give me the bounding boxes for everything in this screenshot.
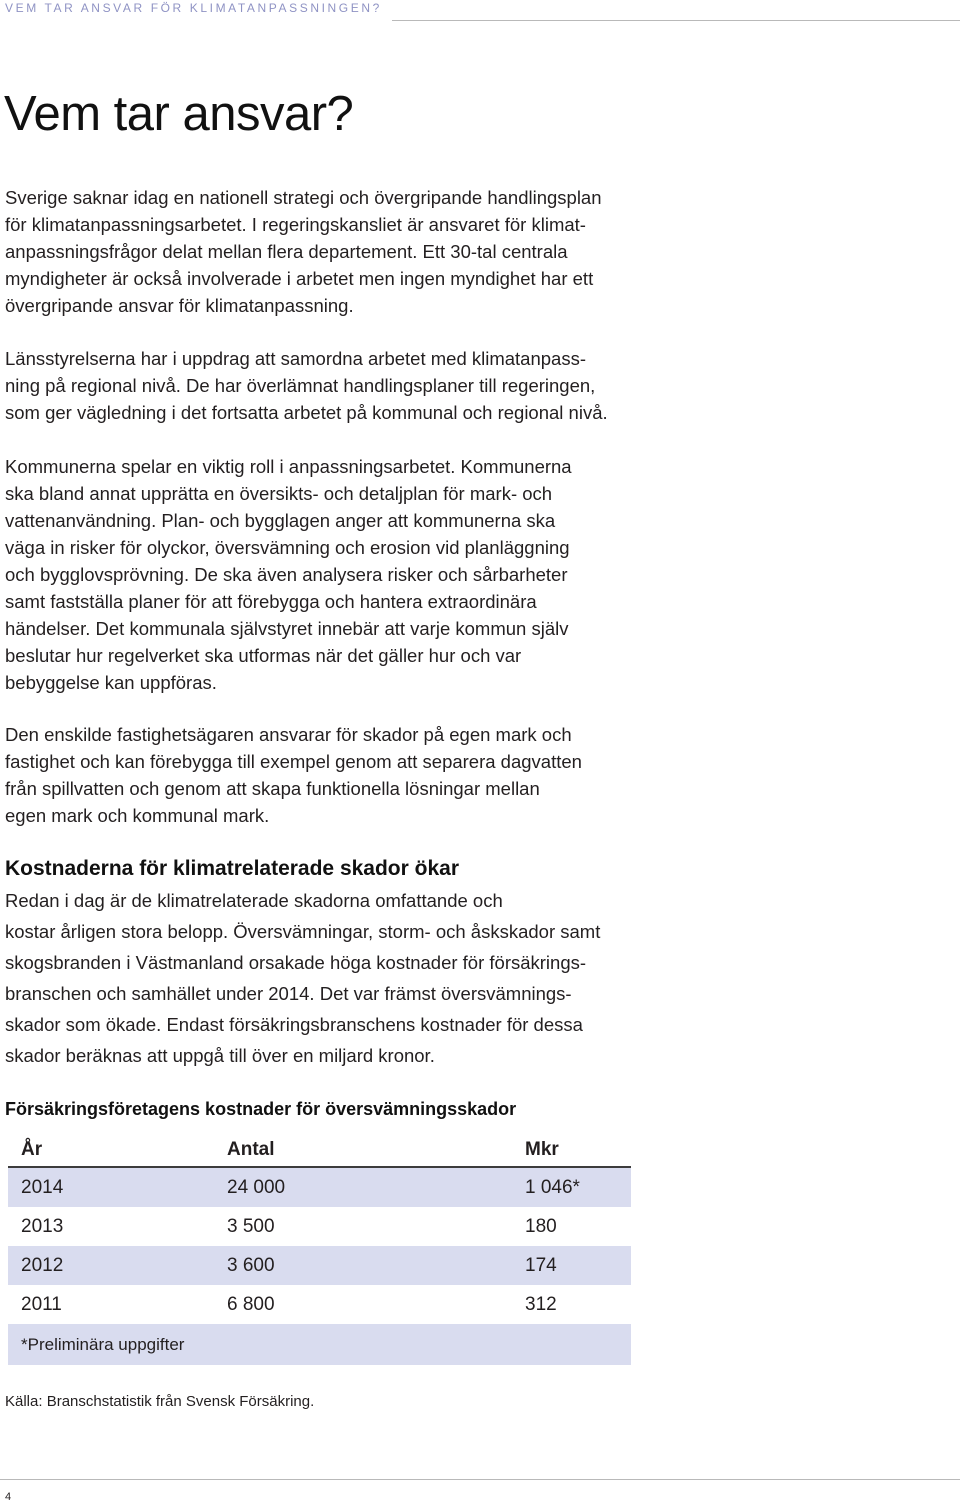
header-rule [392, 20, 960, 21]
source-note: Källa: Branschstatistik från Svensk Försäkring. [5, 1393, 315, 1410]
text-line: för klimatanpassningsarbetet. I regeringskansliet är ansvaret för klimat- [5, 214, 586, 235]
text-line: skador beräknas att uppgå till över en miljard kronor. [5, 1045, 435, 1066]
table-cell: 2014 [21, 1177, 64, 1198]
table-cell: 2011 [21, 1294, 62, 1315]
text-line: från spillvatten och genom att skapa funktionella lösningar mellan [5, 778, 540, 799]
table-title: Försäkringsföretagens kostnader för översvämningsskador [5, 1099, 517, 1119]
text-line: Kommunerna spelar en viktig roll i anpassningsarbetet. Kommunerna [5, 456, 572, 477]
text-line: väga in risker för olyckor, översvämning och erosion vid planläggning [5, 537, 570, 558]
paragraph-property-owner [5, 721, 582, 829]
table-cell: 312 [525, 1294, 557, 1315]
table-row [8, 1168, 631, 1207]
paragraph-county-boards [5, 345, 608, 426]
table-row [8, 1285, 631, 1324]
text-line: egen mark och kommunal mark. [5, 805, 270, 826]
text-line: anpassningsfrågor delat mellan flera departement. Ett 30-tal centrala [5, 241, 568, 262]
text-line: övergripande ansvar för klimatanpassning. [5, 295, 354, 316]
table-cell: 3 500 [227, 1216, 275, 1237]
text-line: ska bland annat upprätta en översikts- och detaljplan för mark- och [5, 483, 553, 504]
text-line: myndigheter är också involverade i arbetet men ingen myndighet har ett [5, 268, 594, 289]
page-title: Vem tar ansvar? [4, 87, 354, 141]
table-cell: 2012 [21, 1255, 64, 1276]
column-header-mkr: Mkr [525, 1139, 559, 1160]
table-header-row [8, 1130, 631, 1168]
page-number: 4 [5, 1491, 12, 1503]
text-line: vattenanvändning. Plan- och bygglagen anger att kommunerna ska [5, 510, 556, 531]
text-line: samt fastställa planer för att förebygga och hantera extraordinära [5, 591, 537, 612]
column-header-year: År [21, 1139, 43, 1160]
table-cell: 3 600 [227, 1255, 275, 1276]
flood-cost-table [8, 1130, 631, 1365]
text-line: bebyggelse kan uppföras. [5, 672, 217, 693]
text-line: Sverige saknar idag en nationell strategi och övergripande handlingsplan [5, 187, 602, 208]
text-line: branschen och samhället under 2014. Det var främst översvämnings- [5, 983, 572, 1004]
table-row [8, 1246, 631, 1285]
table-cell: 24 000 [227, 1177, 286, 1198]
text-line: och bygglovsprövning. De ska även analysera risker och sårbarheter [5, 564, 568, 585]
table-cell: 6 800 [227, 1294, 275, 1315]
table-cell: 1 046* [525, 1177, 580, 1198]
table-cell: 2013 [21, 1216, 64, 1237]
text-line: skogsbranden i Västmanland orsakade höga kostnader för försäkrings- [5, 952, 587, 973]
running-head: VEM TAR ANSVAR FÖR KLIMATANPASSNINGEN? [5, 1, 382, 15]
footer-rule [0, 1479, 960, 1480]
table-footnote-row [8, 1324, 631, 1365]
section-heading: Kostnaderna för klimatrelaterade skador ökar [5, 857, 460, 880]
text-line: händelser. Det kommunala självstyret innebär att varje kommun själv [5, 618, 569, 639]
paragraph-costs [5, 885, 600, 1071]
column-header-count: Antal [227, 1139, 275, 1160]
text-line: skador som ökade. Endast försäkringsbranschens kostnader för dessa [5, 1014, 583, 1035]
text-line: fastighet och kan förebygga till exempel genom att separera dagvatten [5, 751, 582, 772]
paragraph-municipalities [5, 453, 572, 696]
text-line: som ger vägledning i det fortsatta arbetet på kommunal och regional nivå. [5, 402, 608, 423]
table-cell: 180 [525, 1216, 557, 1237]
text-line: Länsstyrelserna har i uppdrag att samordna arbetet med klimatanpass- [5, 348, 586, 369]
text-line: Redan i dag är de klimatrelaterade skadorna omfattande och [5, 890, 503, 911]
text-line: kostar årligen stora belopp. Översvämningar, storm- och åskskador samt [5, 921, 601, 942]
paragraph-national-strategy [5, 184, 602, 319]
table-cell: 174 [525, 1255, 557, 1276]
table-footnote: *Preliminära uppgifter [21, 1335, 185, 1354]
text-line: Den enskilde fastighetsägaren ansvarar för skador på egen mark och [5, 724, 572, 745]
text-line: beslutar hur regelverket ska utformas när det gäller hur och var [5, 645, 522, 666]
text-line: ning på regional nivå. De har överlämnat handlingsplaner till regeringen, [5, 375, 596, 396]
table-row [8, 1207, 631, 1246]
